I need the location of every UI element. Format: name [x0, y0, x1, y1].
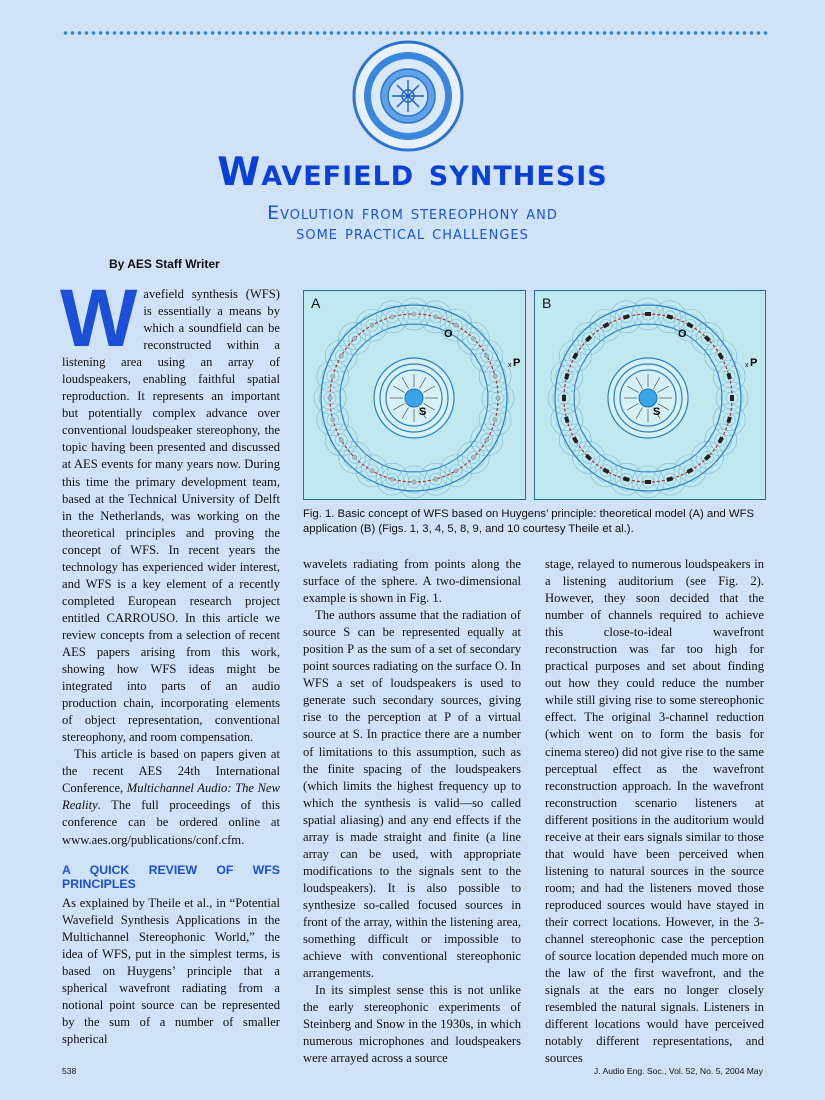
label-o-a: O: [444, 328, 453, 340]
point-p-icon-b: x: [745, 362, 749, 369]
secondary-source-point: [412, 312, 416, 316]
label-p-b: P: [750, 357, 758, 369]
loudspeaker-icon: [686, 468, 693, 474]
secondary-source-point: [331, 374, 335, 378]
loudspeaker-icon: [718, 436, 724, 443]
col3-paragraph-1: stage, relayed to numerous loudspeakers in a listening auditorium (see Fig. 2). However, they soon decided that the number of channels required to achieve this close-to-ideal wavefront reconstruction was far too high for practical purposes and set about finding out how they could reduce the number while still giving rise to some stereophonic effect. The original 3-channel reduction (which went on to form the basis for cinema stereo) did not give rise to the same perceptual effect as the wavefront reconstruction approach. In the wavefront reconstruction scenario listeners at different positions in the auditorium would receive at their ears signals similar to those that would have been perceived when listening to natural sources in the source room; and had the listeners moved those reproduced sources would have stayed in their correct locations. However, in the 3-channel stereophonic case the perception of source location depended much more on the law of the first wavefront, and the signals at the ears no longer closely resembled the natural signals. Listeners in different locations would have perceived notably different representations, and sources: [545, 557, 764, 1066]
loudspeaker-icon: [572, 352, 578, 359]
loudspeaker-icon: [666, 476, 673, 481]
panel-a-label: A: [311, 295, 321, 311]
column-1: [60, 273, 280, 1048]
loudspeaker-icon: [726, 416, 731, 423]
conference-text-a: This article is based on papers given at the recent AES 24th International Conference,: [62, 747, 280, 796]
loudspeaker-icon: [645, 480, 651, 484]
section-heading: A QUICK REVIEW OF WFS PRINCIPLES: [62, 862, 280, 892]
secondary-source-point: [370, 323, 374, 327]
secondary-source-point: [370, 469, 374, 473]
label-s-a: S: [419, 406, 427, 418]
loudspeaker-icon: [623, 314, 630, 319]
dotted-rule: [62, 29, 768, 37]
secondary-source-point: [339, 438, 343, 442]
secondary-source-point: [434, 315, 438, 319]
column-2: [303, 556, 521, 1067]
loudspeaker-icon: [564, 416, 569, 423]
secondary-source-point: [471, 336, 475, 340]
drop-cap: W: [60, 273, 138, 364]
panel-b-label: B: [542, 295, 552, 311]
secondary-source-point: [352, 455, 356, 459]
secondary-source-point: [412, 480, 416, 484]
loudspeaker-icon: [718, 352, 724, 359]
col2-paragraph-3: In its simplest sense this is not unlike the early stereophonic experiments of Steinberg and Snow in the 1930s, in which numerous microphones and loudspeakers were arrayed across a source: [303, 983, 521, 1066]
secondary-source-point: [493, 418, 497, 422]
secondary-source-point: [339, 354, 343, 358]
conference-text-b: . The full proceedings of this conference can be ordered online at www.aes.org/publications/conf.cfm.: [62, 798, 280, 847]
secondary-source-point: [496, 396, 500, 400]
label-p-a: P: [513, 357, 521, 369]
byline: By AES Staff Writer: [109, 257, 220, 271]
secondary-source-point: [331, 418, 335, 422]
source-s-icon: [639, 389, 657, 407]
article-title: Wavefield synthesis: [217, 150, 608, 195]
secondary-source-point: [390, 315, 394, 319]
subtitle-line-2: some practical challenges: [296, 222, 529, 244]
secondary-source-point: [485, 438, 489, 442]
intro-paragraph: [60, 273, 280, 746]
loudspeaker-icon: [666, 314, 673, 319]
secondary-source-point: [434, 477, 438, 481]
figure-panel-a: [303, 290, 526, 500]
secondary-source-point: [485, 354, 489, 358]
loudspeaker-icon: [602, 322, 609, 328]
loudspeaker-icon: [623, 476, 630, 481]
secondary-source-point: [390, 477, 394, 481]
label-o-b: O: [678, 328, 687, 340]
figure-panel-b: [534, 290, 766, 500]
loudspeaker-icon: [564, 373, 569, 380]
col2-paragraph-2: The authors assume that the radiation of source S can be represented equally at position P as the sum of a set of secondary point sources radiating on the surface O. In WFS a set of loudspeakers is used to generate such secondary sources, giving rise to the perception at P of a virtual source at S. In practice there are a number of limitations to this assumption, such as the finite spacing of the loudspeakers (which limits the highest frequency up to which the synthesis is valid—so called spatial aliasing) and any end effects if the array is made straight and finite (a line array can be used, with appropriate modifications to the signals sent to the loudspeakers). It is also possible to synthesize so-called focused sources in front of the array, within the listening area, something difficult or impossible to achieve with conventional stereophonic arrangements.: [303, 608, 521, 981]
col2-paragraph-1: wavelets radiating from points along the surface of the sphere. A two-dimensional example is shown in Fig. 1.: [303, 557, 521, 606]
aes-logo-icon: [352, 40, 464, 152]
loudspeaker-icon: [572, 436, 578, 443]
loudspeaker-icon: [645, 312, 651, 316]
source-s-icon: [405, 389, 423, 407]
figure-caption: Fig. 1. Basic concept of WFS based on Huygens’ principle: theoretical model (A) and WFS application (B) (Figs. 1, 3, 4, 5, 8, 9, and 10 courtesy Theile et al.).: [303, 508, 755, 535]
page-number: 538: [62, 1066, 77, 1076]
journal-citation: J. Audio Eng. Soc., Vol. 52, No. 5, 2004 May: [593, 1066, 763, 1076]
secondary-source-point: [493, 374, 497, 378]
intro-text: avefield synthesis (WFS) is essentially a means by which a soundfield can be reconstructed within a listening area using an array of loudspeakers, enabling faithful spatial reproduction. It represents an important but potentially complex advance over conventional loudspeaker stereophony, the topic having been presented and discussed at AES events for many years now. During this time the primary development team, based at the Technical University of Delft in the Netherlands, was working on the theoretical principles and proving the concept of WFS. In recent years the technology has experienced wider interest, and WFS is a key element of a recently completed European research project entitled CARROUSO. In this article we review concepts from a selection of recent AES papers arising from this work, showing how WFS ideas might be integrated into parts of an audio production chain, incorporating elements of object representation, conventional stereophony, and room compensation.: [62, 287, 280, 745]
secondary-source-point: [454, 323, 458, 327]
subtitle-line-1: Evolution from stereophony and: [267, 202, 558, 224]
article-subtitle: [0, 203, 825, 243]
loudspeaker-icon: [730, 395, 734, 401]
loudspeaker-icon: [726, 373, 731, 380]
secondary-source-point: [454, 469, 458, 473]
point-p-icon-a: x: [508, 362, 512, 369]
column-3: [545, 556, 764, 1067]
loudspeaker-icon: [602, 468, 609, 474]
conference-paragraph: [62, 746, 280, 848]
review-paragraph: As explained by Theile et al., in “Potential Wavefield Synthesis Applications in the Multichannel Stereophonic World,” the idea of WFS, put in the simplest terms, is based on Huygens’ principle that a spherical wavefront radiating from a notional point source can be represented by the sum of a number of smaller spherical: [62, 895, 280, 1046]
loudspeaker-icon: [686, 322, 693, 328]
secondary-source-point: [328, 396, 332, 400]
label-s-b: S: [653, 406, 661, 418]
secondary-source-point: [471, 455, 475, 459]
loudspeaker-icon: [562, 395, 566, 401]
secondary-source-point: [352, 336, 356, 340]
conference-title: Multichannel Audio: The New Reality: [62, 781, 280, 813]
